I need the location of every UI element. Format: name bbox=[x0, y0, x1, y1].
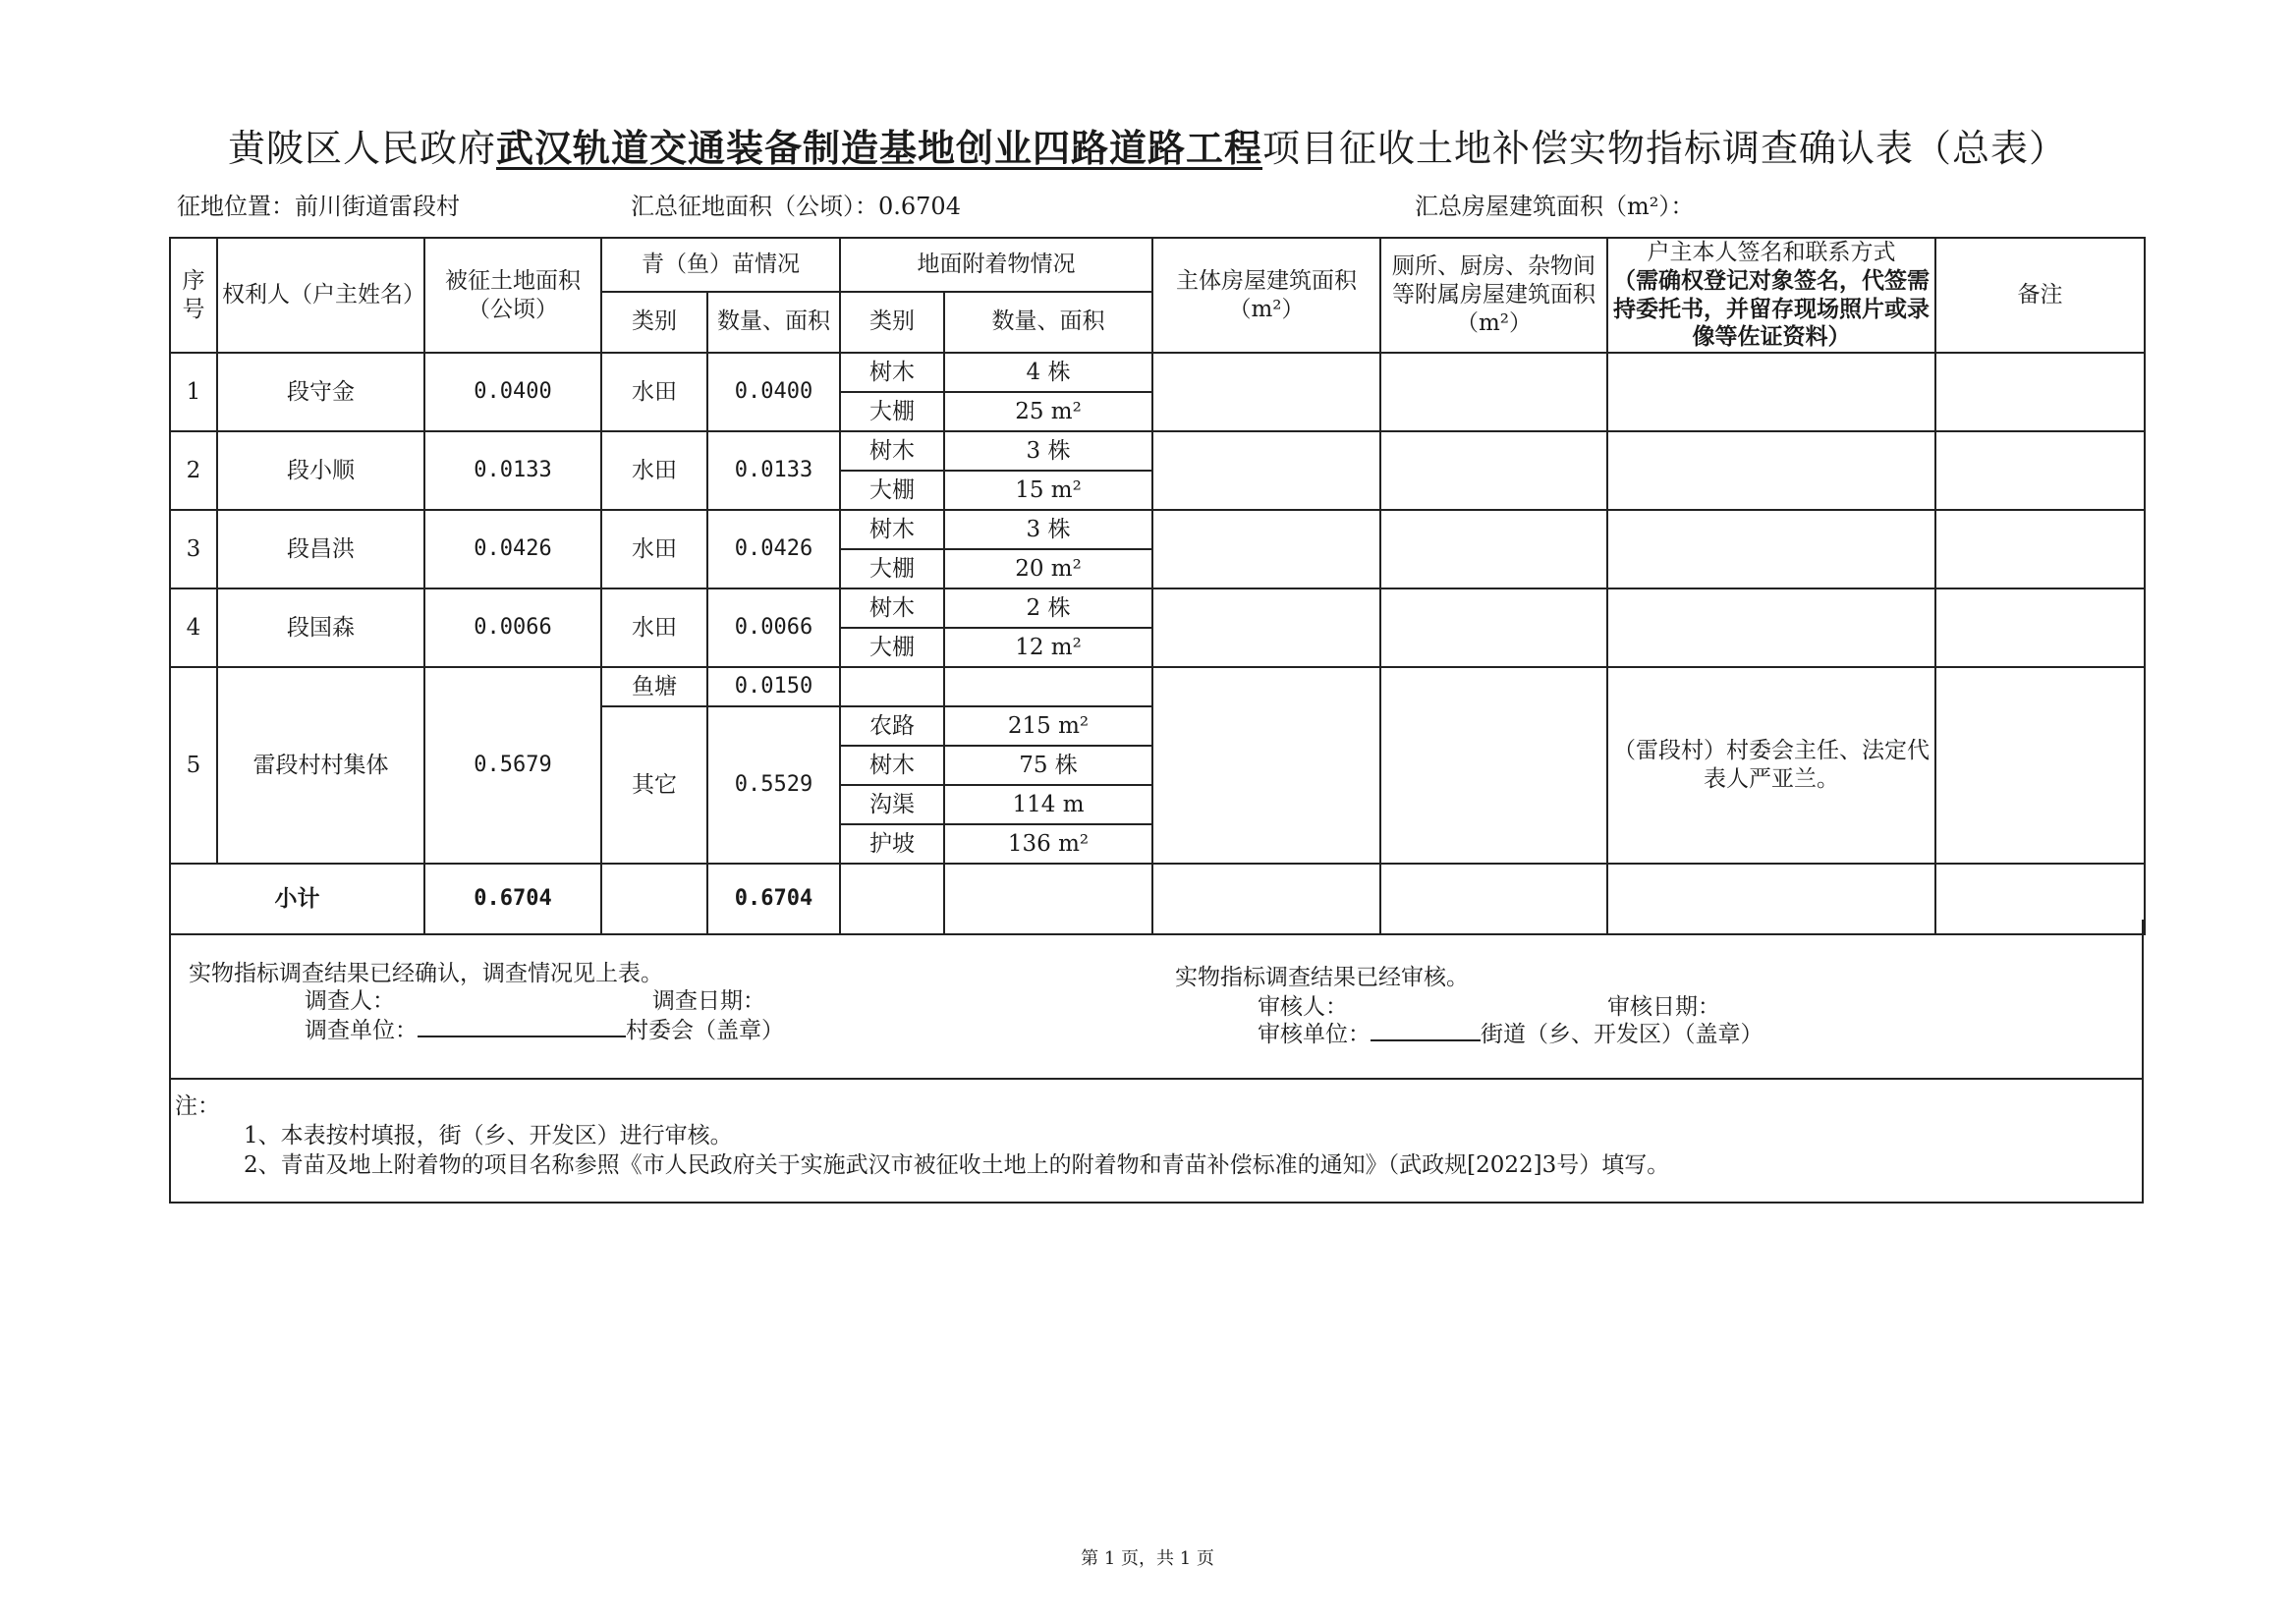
surveyor-label: 调查人： bbox=[305, 988, 395, 1014]
header-land-area: 被征土地面积（公顷） bbox=[424, 238, 601, 353]
header-aux-house: 厕所、厨房、杂物间等附属房屋建筑面积（m²） bbox=[1380, 238, 1607, 353]
document-title bbox=[0, 118, 2295, 172]
row-attach-qty: 20 m² bbox=[944, 549, 1152, 588]
row-remark bbox=[1935, 510, 2145, 588]
confirmation-section bbox=[169, 920, 2144, 1080]
row-crop-qty: 0.0400 bbox=[707, 353, 840, 431]
row-land-area: 0.5679 bbox=[424, 667, 601, 864]
title-prefix: 黄陂区人民政府 bbox=[227, 127, 496, 170]
row-owner: 段昌洪 bbox=[217, 510, 424, 588]
row-remark bbox=[1935, 353, 2145, 431]
header-signature bbox=[1607, 238, 1935, 353]
reviewer-label: 审核人： bbox=[1258, 994, 1348, 1020]
row-aux-house bbox=[1380, 588, 1607, 667]
notes-label: 注： bbox=[175, 1093, 220, 1119]
header-attach-qty: 数量、面积 bbox=[944, 292, 1152, 353]
row-attach-type: 大棚 bbox=[840, 628, 944, 667]
row-seq: 2 bbox=[170, 431, 217, 510]
title-suffix: 项目征收土地补偿实物指标调查确认表（总表） bbox=[1262, 127, 2068, 170]
row-crop-type: 水田 bbox=[601, 588, 707, 667]
row-attach-qty: 12 m² bbox=[944, 628, 1152, 667]
row-attach-qty: 4 株 bbox=[944, 353, 1152, 392]
row-signature bbox=[1607, 588, 1935, 667]
row-signature: （雷段村）村委会主任、法定代表人严亚兰。 bbox=[1607, 667, 1935, 864]
header-attachment: 地面附着物情况 bbox=[840, 238, 1152, 292]
review-unit-suffix: 街道（乡、开发区）（盖章） bbox=[1481, 1022, 1763, 1047]
header-crop-qty: 数量、面积 bbox=[707, 292, 840, 353]
row-crop-qty: 0.0426 bbox=[707, 510, 840, 588]
row-owner: 段小顺 bbox=[217, 431, 424, 510]
note-item: 2、青苗及地上附着物的项目名称参照《市人民政府关于实施武汉市被征收土地上的附着物和青苗补偿标准的通知》（武政规[2022]3号）填写。 bbox=[244, 1152, 1670, 1178]
survey-unit-blank bbox=[418, 1016, 626, 1037]
row-land-area: 0.0426 bbox=[424, 510, 601, 588]
land-location: 征地位置：前川街道雷段村 bbox=[177, 193, 460, 220]
row-crop-qty: 0.0150 bbox=[707, 667, 840, 706]
row-main-house bbox=[1152, 588, 1380, 667]
row-seq: 1 bbox=[170, 353, 217, 431]
row-seq: 5 bbox=[170, 667, 217, 864]
review-statement: 实物指标调查结果已经审核。 bbox=[1175, 965, 1469, 990]
subtotal-land-area: 0.6704 bbox=[424, 864, 601, 934]
row-crop-qty: 0.5529 bbox=[707, 706, 840, 864]
subtotal-crop-qty: 0.6704 bbox=[707, 864, 840, 934]
review-date-label: 审核日期： bbox=[1607, 994, 1720, 1020]
row-seq: 4 bbox=[170, 588, 217, 667]
page-footer: 第 1 页，共 1 页 bbox=[1081, 1548, 1214, 1569]
row-attach-type: 树木 bbox=[840, 588, 944, 628]
row-attach-qty: 215 m² bbox=[944, 706, 1152, 746]
row-attach-type: 沟渠 bbox=[840, 785, 944, 824]
row-attach-type: 树木 bbox=[840, 510, 944, 549]
row-aux-house bbox=[1380, 353, 1607, 431]
row-crop-qty: 0.0133 bbox=[707, 431, 840, 510]
row-signature bbox=[1607, 353, 1935, 431]
subtotal-label: 小计 bbox=[170, 864, 424, 934]
row-attach-type: 树木 bbox=[840, 353, 944, 392]
row-aux-house bbox=[1380, 510, 1607, 588]
row-crop-type: 水田 bbox=[601, 431, 707, 510]
notes-section bbox=[169, 1080, 2144, 1204]
signature-title: 户主本人签名和联系方式 bbox=[1647, 240, 1896, 265]
header-remark: 备注 bbox=[1935, 238, 2145, 353]
header-crop-type: 类别 bbox=[601, 292, 707, 353]
row-land-area: 0.0066 bbox=[424, 588, 601, 667]
compensation-table bbox=[169, 237, 2146, 935]
row-crop-type: 其它 bbox=[601, 706, 707, 864]
row-owner: 雷段村村集体 bbox=[217, 667, 424, 864]
row-attach-qty: 75 株 bbox=[944, 746, 1152, 785]
row-main-house bbox=[1152, 667, 1380, 864]
survey-date-label: 调查日期： bbox=[652, 988, 765, 1014]
row-seq: 3 bbox=[170, 510, 217, 588]
row-attach-type: 大棚 bbox=[840, 392, 944, 431]
row-attach-type: 护坡 bbox=[840, 824, 944, 864]
row-remark bbox=[1935, 431, 2145, 510]
row-main-house bbox=[1152, 510, 1380, 588]
signature-note: （需确权登记对象签名，代签需持委托书，并留存现场照片或录像等佐证资料） bbox=[1613, 266, 1930, 351]
row-signature bbox=[1607, 431, 1935, 510]
row-attach-qty: 114 m bbox=[944, 785, 1152, 824]
header-seq: 序号 bbox=[170, 238, 217, 353]
row-crop-type: 水田 bbox=[601, 353, 707, 431]
row-attach-qty: 3 株 bbox=[944, 431, 1152, 471]
survey-unit-label: 调查单位： bbox=[305, 1018, 418, 1043]
review-unit-label: 审核单位： bbox=[1258, 1022, 1371, 1047]
row-aux-house bbox=[1380, 431, 1607, 510]
row-attach-type bbox=[840, 667, 944, 706]
row-attach-qty: 2 株 bbox=[944, 588, 1152, 628]
row-crop-type: 鱼塘 bbox=[601, 667, 707, 706]
review-unit-line bbox=[1258, 1016, 1763, 1048]
row-owner: 段国森 bbox=[217, 588, 424, 667]
title-project: 武汉轨道交通装备制造基地创业四路道路工程 bbox=[495, 126, 1262, 170]
row-attach-type: 树木 bbox=[840, 746, 944, 785]
row-attach-qty: 15 m² bbox=[944, 471, 1152, 510]
row-remark bbox=[1935, 588, 2145, 667]
row-crop-type: 水田 bbox=[601, 510, 707, 588]
row-aux-house bbox=[1380, 667, 1607, 864]
survey-statement: 实物指标调查结果已经确认，调查情况见上表。 bbox=[189, 961, 663, 986]
row-main-house bbox=[1152, 431, 1380, 510]
total-land-area: 汇总征地面积（公顷）：0.6704 bbox=[631, 193, 961, 220]
note-item: 1、本表按村填报，街（乡、开发区）进行审核。 bbox=[244, 1123, 733, 1148]
row-attach-qty bbox=[944, 667, 1152, 706]
row-crop-qty: 0.0066 bbox=[707, 588, 840, 667]
row-attach-qty: 3 株 bbox=[944, 510, 1152, 549]
header-crop: 青（鱼）苗情况 bbox=[601, 238, 840, 292]
row-attach-type: 大棚 bbox=[840, 549, 944, 588]
row-land-area: 0.0133 bbox=[424, 431, 601, 510]
row-land-area: 0.0400 bbox=[424, 353, 601, 431]
header-main-house: 主体房屋建筑面积（m²） bbox=[1152, 238, 1380, 353]
row-remark bbox=[1935, 667, 2145, 864]
header-attach-type: 类别 bbox=[840, 292, 944, 353]
survey-unit-line bbox=[305, 1012, 784, 1044]
row-attach-qty: 136 m² bbox=[944, 824, 1152, 864]
header-owner: 权利人（户主姓名） bbox=[217, 238, 424, 353]
survey-unit-suffix: 村委会（盖章） bbox=[626, 1018, 784, 1043]
row-main-house bbox=[1152, 353, 1380, 431]
row-owner: 段守金 bbox=[217, 353, 424, 431]
row-attach-qty: 25 m² bbox=[944, 392, 1152, 431]
total-building-area: 汇总房屋建筑面积（m²）： bbox=[1415, 193, 1695, 220]
review-unit-blank bbox=[1371, 1020, 1481, 1041]
row-attach-type: 农路 bbox=[840, 706, 944, 746]
row-signature bbox=[1607, 510, 1935, 588]
row-attach-type: 树木 bbox=[840, 431, 944, 471]
row-attach-type: 大棚 bbox=[840, 471, 944, 510]
